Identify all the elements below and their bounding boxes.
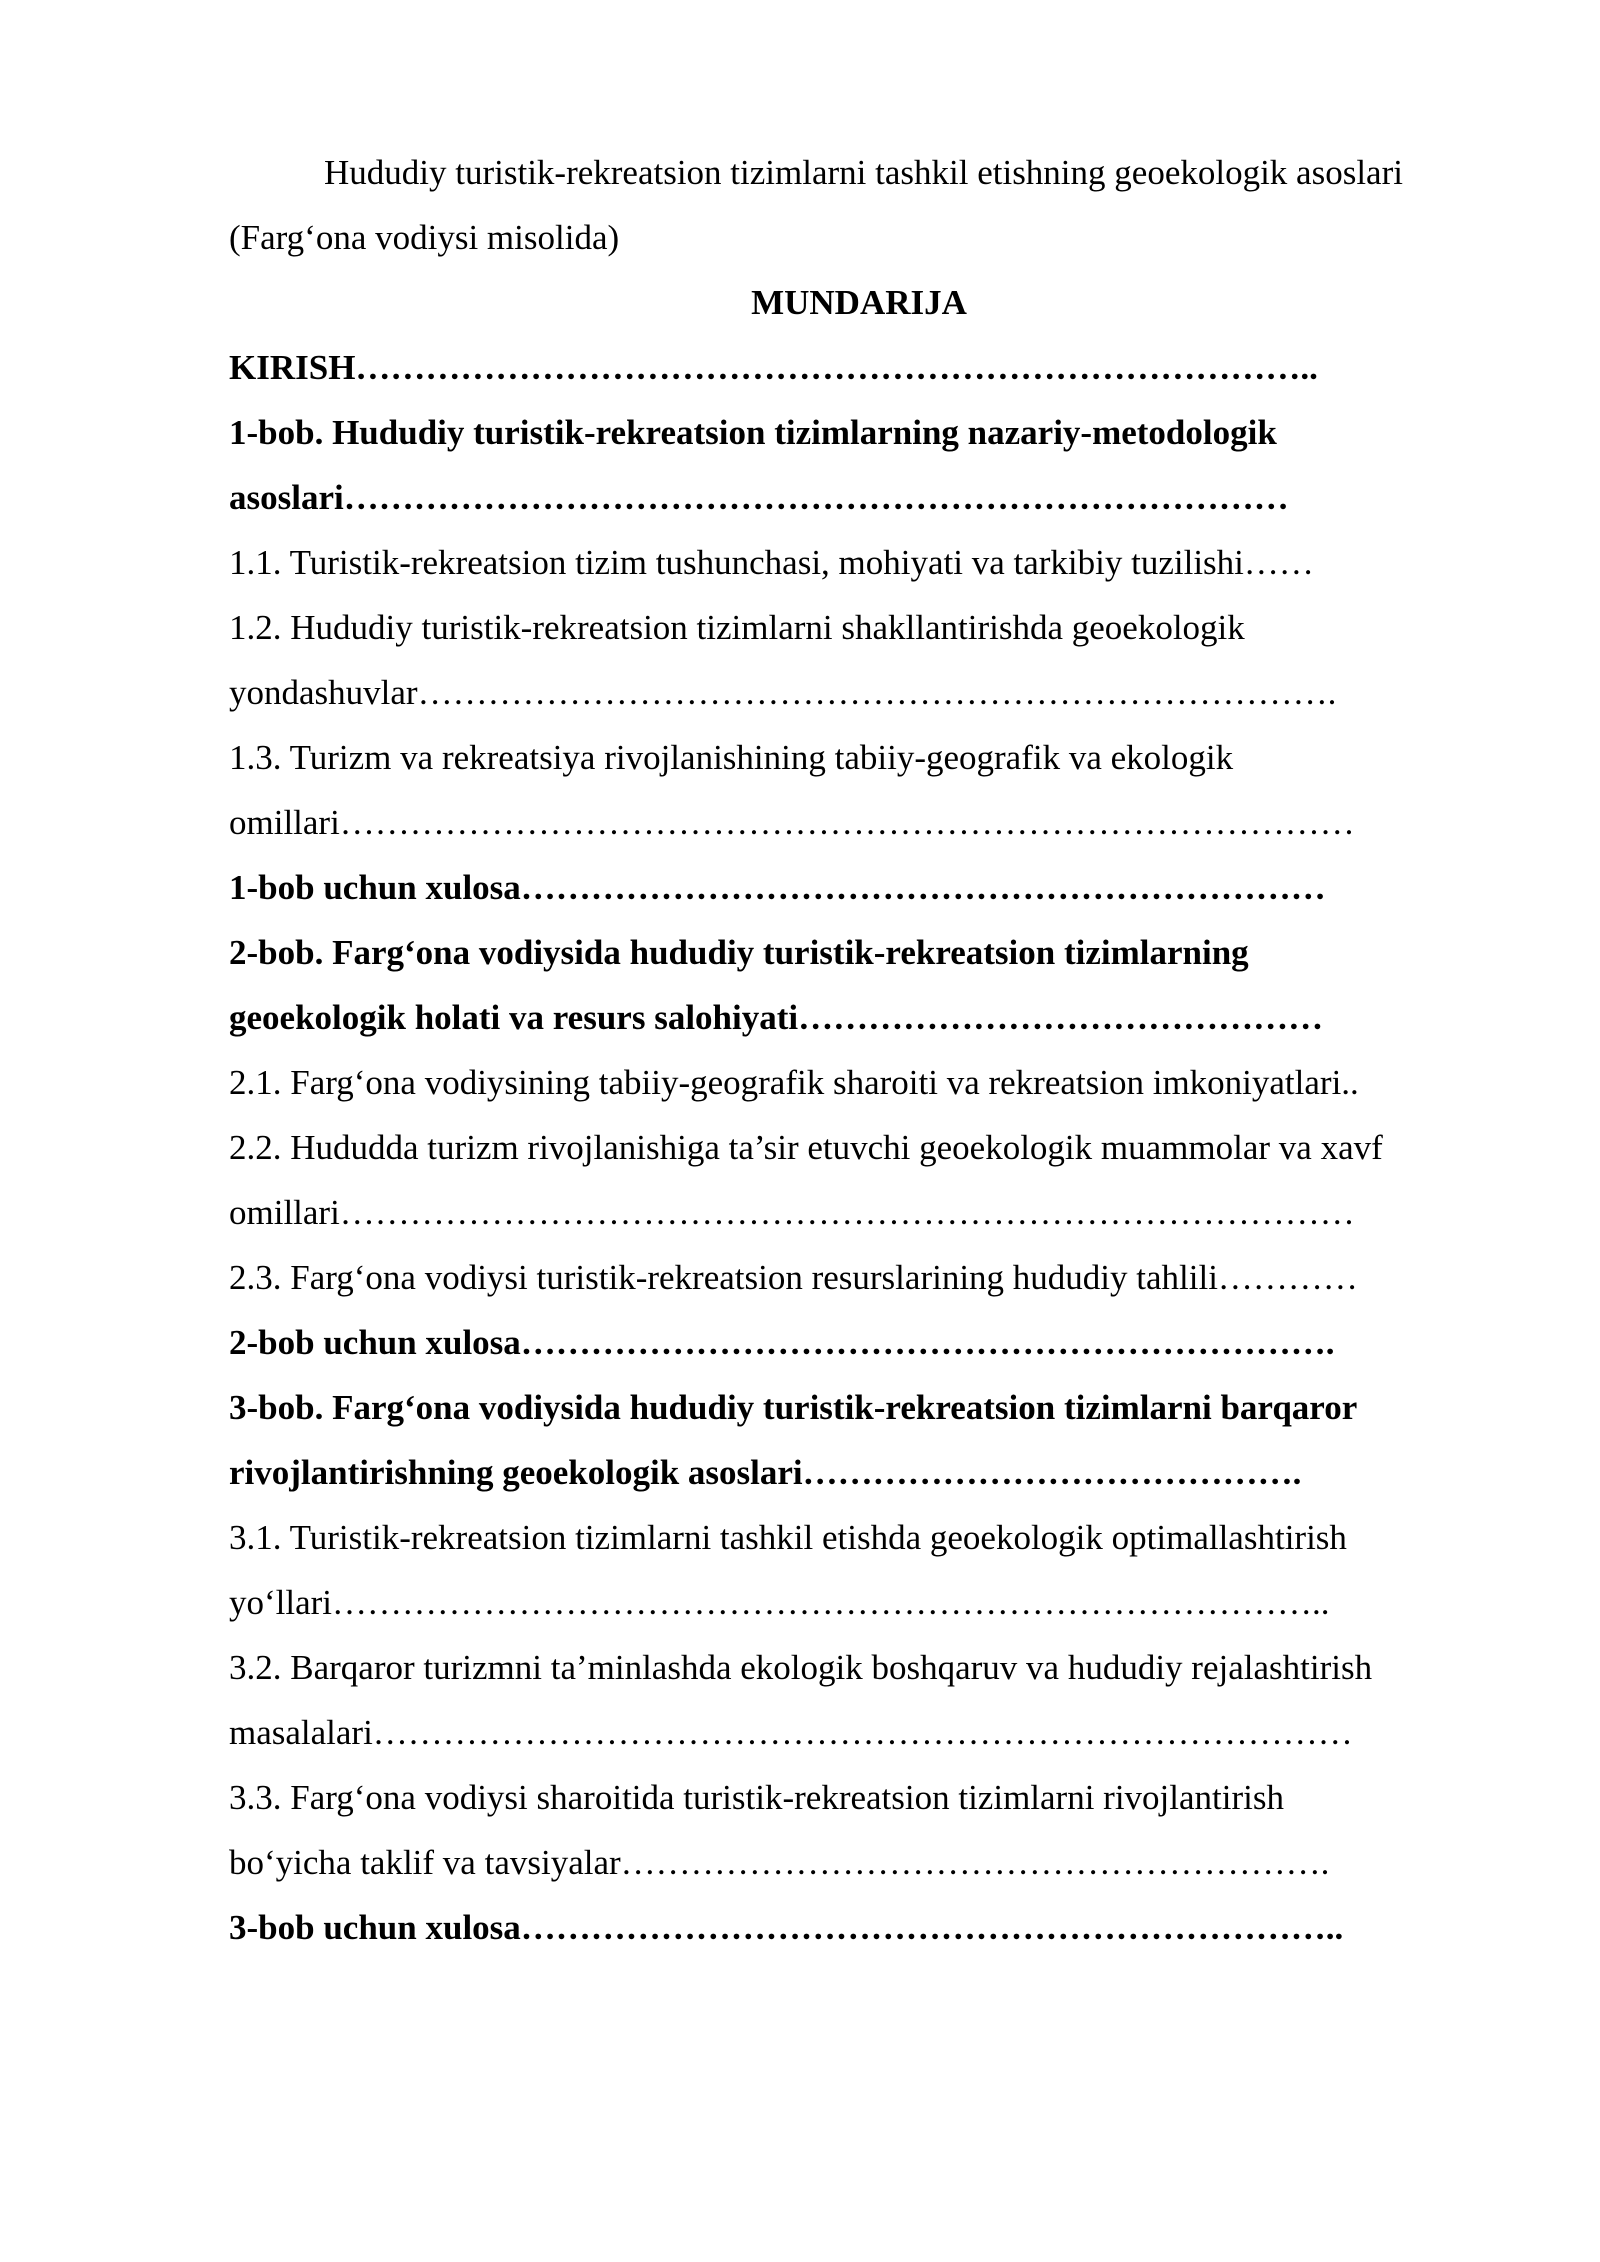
toc-entry-section-1-2: 1.2. Hududiy turistik-rekreatsion tizimlarni shakllantirishda geoekologik yondashuvlar…………………………………………………………………….: [229, 608, 1337, 712]
toc-entry-chapter-1: 1-bob. Hududiy turistik-rekreatsion tizimlarning nazariy-metodologik asoslari………………………………………………………………………: [229, 413, 1289, 517]
toc-entry-introduction: KIRISH………………………………………………………………………..: [229, 348, 1318, 387]
document-content: [229, 140, 1489, 1960]
toc-entry-section-3-1: 3.1. Turistik-rekreatsion tizimlarni tashkil etishda geoekologik optimallashtirish yo‘llari…………………………………………………………………………..: [229, 1518, 1347, 1622]
toc-entry-chapter-2: 2-bob. Farg‘ona vodiysida hududiy turistik-rekreatsion tizimlarning geoekologik holati va resurs salohiyati………………………………………: [229, 933, 1324, 1037]
table-of-contents: [229, 335, 1489, 1960]
toc-entry-section-2-2: 2.2. Hududda turizm rivojlanishiga ta’sir etuvchi geoekologik muammolar va xavf omillari……………………………………………………………………………: [229, 1128, 1383, 1232]
toc-entry-section-3-3: 3.3. Farg‘ona vodiysi sharoitida turistik-rekreatsion tizimlarni rivojlantirish bo‘yicha taklif va tavsiyalar…………………………………………………….: [229, 1778, 1330, 1882]
toc-entry-chapter-1-conclusion: 1-bob uchun xulosa……………………………………………………………: [229, 868, 1326, 907]
toc-entry-section-1-1: 1.1. Turistik-rekreatsion tizim tushunchasi, mohiyati va tarkibiy tuzilishi……: [229, 543, 1314, 582]
toc-entry-chapter-2-conclusion: 2-bob uchun xulosa…………………………………………………………….: [229, 1323, 1335, 1362]
contents-heading: MUNDARIJA: [751, 283, 967, 322]
toc-entry-chapter-3: 3-bob. Farg‘ona vodiysida hududiy turistik-rekreatsion tizimlarni barqaror rivojlantirishning geoekologik asoslari…………………………………….: [229, 1388, 1358, 1492]
toc-entry-section-2-1: 2.1. Farg‘ona vodiysining tabiiy-geografik sharoiti va rekreatsion imkoniyatlari..: [229, 1063, 1359, 1102]
document-title: Hududiy turistik-rekreatsion tizimlarni tashkil etishning geoekologik asoslari (Farg‘ona vodiysi misolida): [229, 153, 1403, 257]
toc-entry-section-3-2: 3.2. Barqaror turizmni ta’minlashda ekologik boshqaruv va hududiy rejalashtirish masalalari…………………………………………………………………………: [229, 1648, 1373, 1752]
toc-entry-chapter-3-conclusion: 3-bob uchun xulosa……………………………………………………………..: [229, 1908, 1344, 1947]
toc-entry-section-1-3: 1.3. Turizm va rekreatsiya rivojlanishining tabiiy-geografik va ekologik omillari……………………………………………………………………………: [229, 738, 1355, 842]
toc-entry-section-2-3: 2.3. Farg‘ona vodiysi turistik-rekreatsion resurslarining hududiy tahlili…………: [229, 1258, 1358, 1297]
